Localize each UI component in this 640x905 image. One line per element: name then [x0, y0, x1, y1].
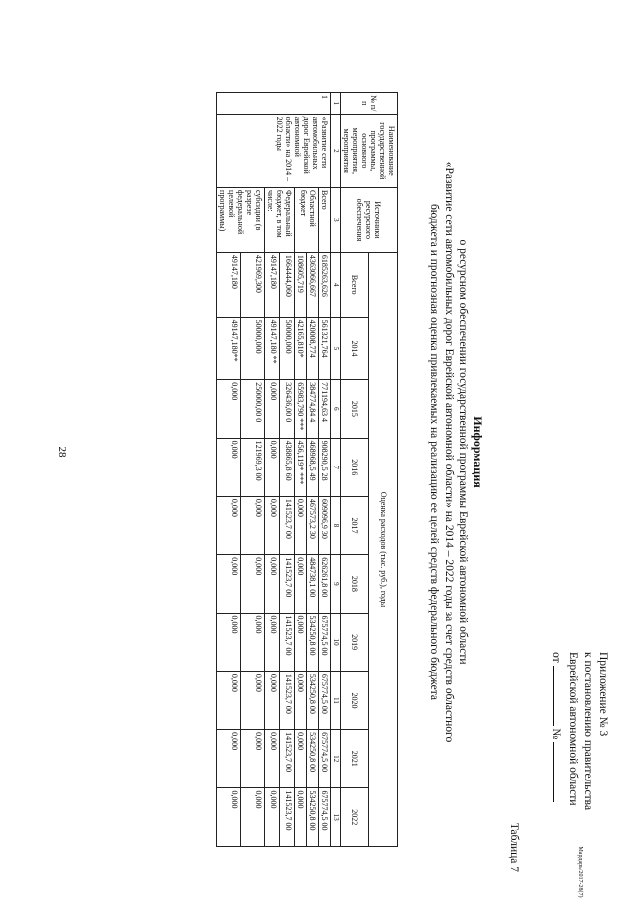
- value-cell: 0,000: [217, 788, 241, 847]
- total-cell: 6185263,626: [319, 252, 331, 317]
- index-cell: 7: [331, 438, 341, 496]
- value-cell: 534250,8 00: [307, 788, 319, 847]
- value-cell: 0,000: [265, 438, 280, 496]
- value-cell: 626261,8 00: [319, 555, 331, 613]
- value-cell: 141523,7 00: [280, 788, 295, 847]
- value-cell: 0,000: [265, 496, 280, 554]
- col-header-year: 2020: [341, 671, 370, 729]
- value-cell: 0,000: [217, 380, 241, 438]
- table-row: [280, 93, 295, 847]
- value-cell: 0,000: [265, 613, 280, 671]
- total-cell: 49147,180: [265, 252, 280, 317]
- value-cell: 420008,774: [307, 317, 319, 380]
- index-cell: 4: [331, 252, 341, 317]
- value-cell: 65983,790 ***: [295, 380, 307, 438]
- col-header-year: 2015: [341, 380, 370, 438]
- program-name-cell: «Развитие сети автомобильных дорог Еврейской автономной области» на 2014 – 2022 годы: [217, 114, 331, 187]
- value-cell: 49147,180 **: [265, 317, 280, 380]
- value-cell: 534250,8 00: [307, 671, 319, 729]
- value-cell: 141523,7 00: [280, 555, 295, 613]
- value-cell: 0,000: [217, 438, 241, 496]
- value-cell: 0,000: [265, 380, 280, 438]
- value-cell: 0,000: [265, 671, 280, 729]
- value-cell: 0,000: [295, 496, 307, 554]
- value-cell: 0,000: [295, 555, 307, 613]
- value-cell: 49147,180**: [217, 317, 241, 380]
- document-heading: [427, 62, 485, 842]
- index-cell: 2: [331, 114, 341, 187]
- source-cell: субсидии (в разрезе федеральной целевой программы): [217, 188, 265, 253]
- index-cell: 3: [331, 188, 341, 253]
- value-cell: 438865,8 60: [280, 438, 295, 496]
- value-cell: 121969,3 00: [241, 438, 265, 496]
- appendix-line: Еврейской автономной области: [567, 652, 579, 806]
- heading-line: о ресурсном обеспечении государственной программы Еврейской автономной области: [457, 239, 470, 665]
- value-cell: 0,000: [295, 788, 307, 847]
- page-number: 28: [56, 446, 68, 458]
- col-header-year: 2019: [341, 613, 370, 671]
- value-cell: 0,000: [217, 730, 241, 788]
- value-cell: 561321,764: [319, 317, 331, 380]
- value-cell: 908290,5 28: [319, 438, 331, 496]
- col-header-total: Всего: [341, 252, 370, 317]
- heading-title: Информация: [471, 416, 485, 488]
- index-cell: 13: [331, 788, 341, 847]
- from-label: от: [550, 652, 562, 663]
- value-cell: 141523,7 00: [280, 671, 295, 729]
- value-cell: 771194,63 4: [319, 380, 331, 438]
- rotated-content: [20, 22, 620, 882]
- index-cell: 10: [331, 613, 341, 671]
- value-cell: 141523,7 00: [280, 613, 295, 671]
- number-label: №: [550, 728, 562, 740]
- heading-line: бюджета и прогнозная оценка привлекаемых на реализацию ее целей средств федерального бюджета: [428, 203, 441, 701]
- resource-table: [216, 92, 398, 847]
- index-row: [331, 93, 341, 847]
- total-cell: 421969,300: [241, 252, 265, 317]
- appendix-line: к постановлению правительства: [582, 652, 594, 811]
- number-blank: [553, 742, 565, 802]
- index-cell: 5: [331, 317, 341, 380]
- value-cell: 467573,2 30: [307, 496, 319, 554]
- date-blank: [553, 666, 565, 726]
- appendix-date-line: [548, 652, 565, 872]
- value-cell: 0,000: [241, 671, 265, 729]
- source-cell: Областной бюджет: [295, 188, 319, 253]
- value-cell: 0,000: [217, 613, 241, 671]
- total-cell: 49147,180: [217, 252, 241, 317]
- value-cell: 484738,1 00: [307, 555, 319, 613]
- value-cell: 0,000: [241, 788, 265, 847]
- col-header-year: 2016: [341, 438, 370, 496]
- col-header-year: 2014: [341, 317, 370, 380]
- table-row: [241, 93, 265, 847]
- value-cell: 0,000: [265, 730, 280, 788]
- value-cell: 456,119* ***: [295, 438, 307, 496]
- index-cell: 9: [331, 555, 341, 613]
- total-cell: 108605,719: [295, 252, 307, 317]
- table-body: [217, 93, 331, 847]
- document-code: Мардарь/2017-28(7): [577, 846, 583, 898]
- value-cell: 534250,8 00: [307, 730, 319, 788]
- index-cell: 11: [331, 671, 341, 729]
- value-cell: 0,000: [241, 613, 265, 671]
- value-cell: 0,000: [295, 730, 307, 788]
- value-cell: 675774,5 00: [319, 730, 331, 788]
- value-cell: 675774,5 00: [319, 788, 331, 847]
- value-cell: 0,000: [265, 555, 280, 613]
- value-cell: 141523,7 00: [280, 496, 295, 554]
- value-cell: 675774,5 00: [319, 613, 331, 671]
- value-cell: 0,000: [217, 555, 241, 613]
- value-cell: 0,000: [217, 671, 241, 729]
- value-cell: 0,000: [241, 555, 265, 613]
- value-cell: 0,000: [217, 496, 241, 554]
- appendix-block: [548, 652, 610, 872]
- col-header-year: 2022: [341, 788, 370, 847]
- source-cell: Федеральный бюджет, в том числе:: [265, 188, 295, 253]
- col-header-name: Наименование государственной программы, основного мероприятия, мероприятия: [341, 114, 398, 187]
- col-header-year: 2021: [341, 730, 370, 788]
- total-cell: 4363066,667: [307, 252, 319, 317]
- index-cell: 6: [331, 380, 341, 438]
- source-cell: Всего: [319, 188, 331, 253]
- index-cell: 12: [331, 730, 341, 788]
- value-cell: 250000,00 0: [241, 380, 265, 438]
- table-row: [319, 93, 331, 847]
- value-cell: 0,000: [295, 613, 307, 671]
- value-cell: 0,000: [295, 671, 307, 729]
- col-header-num: № п/п: [341, 93, 398, 115]
- col-header-year: 2017: [341, 496, 370, 554]
- table-row: [307, 93, 319, 847]
- program-number-cell: 1: [217, 93, 331, 115]
- value-cell: 534250,8 00: [307, 613, 319, 671]
- value-cell: 675774,5 00: [319, 671, 331, 729]
- value-cell: 609096,9 30: [319, 496, 331, 554]
- value-cell: 0,000: [265, 788, 280, 847]
- value-cell: 0,000: [241, 730, 265, 788]
- appendix-line: Приложение № 3: [597, 652, 609, 737]
- col-header-year: 2018: [341, 555, 370, 613]
- value-cell: 468968,5 49: [307, 438, 319, 496]
- value-cell: 0,000: [241, 496, 265, 554]
- heading-line: «Развитие сети автомобильных дорог Еврейской автономной области» на 2014 – 2022 годы за счет средств областного: [443, 161, 455, 743]
- value-cell: 50000,000: [241, 317, 265, 380]
- value-cell: 50000,000: [280, 317, 295, 380]
- table-label: Таблица 7: [508, 822, 520, 872]
- value-cell: 42165,810*: [295, 317, 307, 380]
- value-cell: 326436,00 0: [280, 380, 295, 438]
- index-cell: 1: [331, 93, 341, 115]
- total-cell: 1664444,060: [280, 252, 295, 317]
- value-cell: 384774,84 4: [307, 380, 319, 438]
- value-cell: 141523,7 00: [280, 730, 295, 788]
- index-cell: 8: [331, 496, 341, 554]
- col-header-estimate: Оценка расходов (тыс. руб.), годы: [369, 252, 398, 846]
- col-header-source: Источники ресурсного обеспечения: [341, 188, 398, 253]
